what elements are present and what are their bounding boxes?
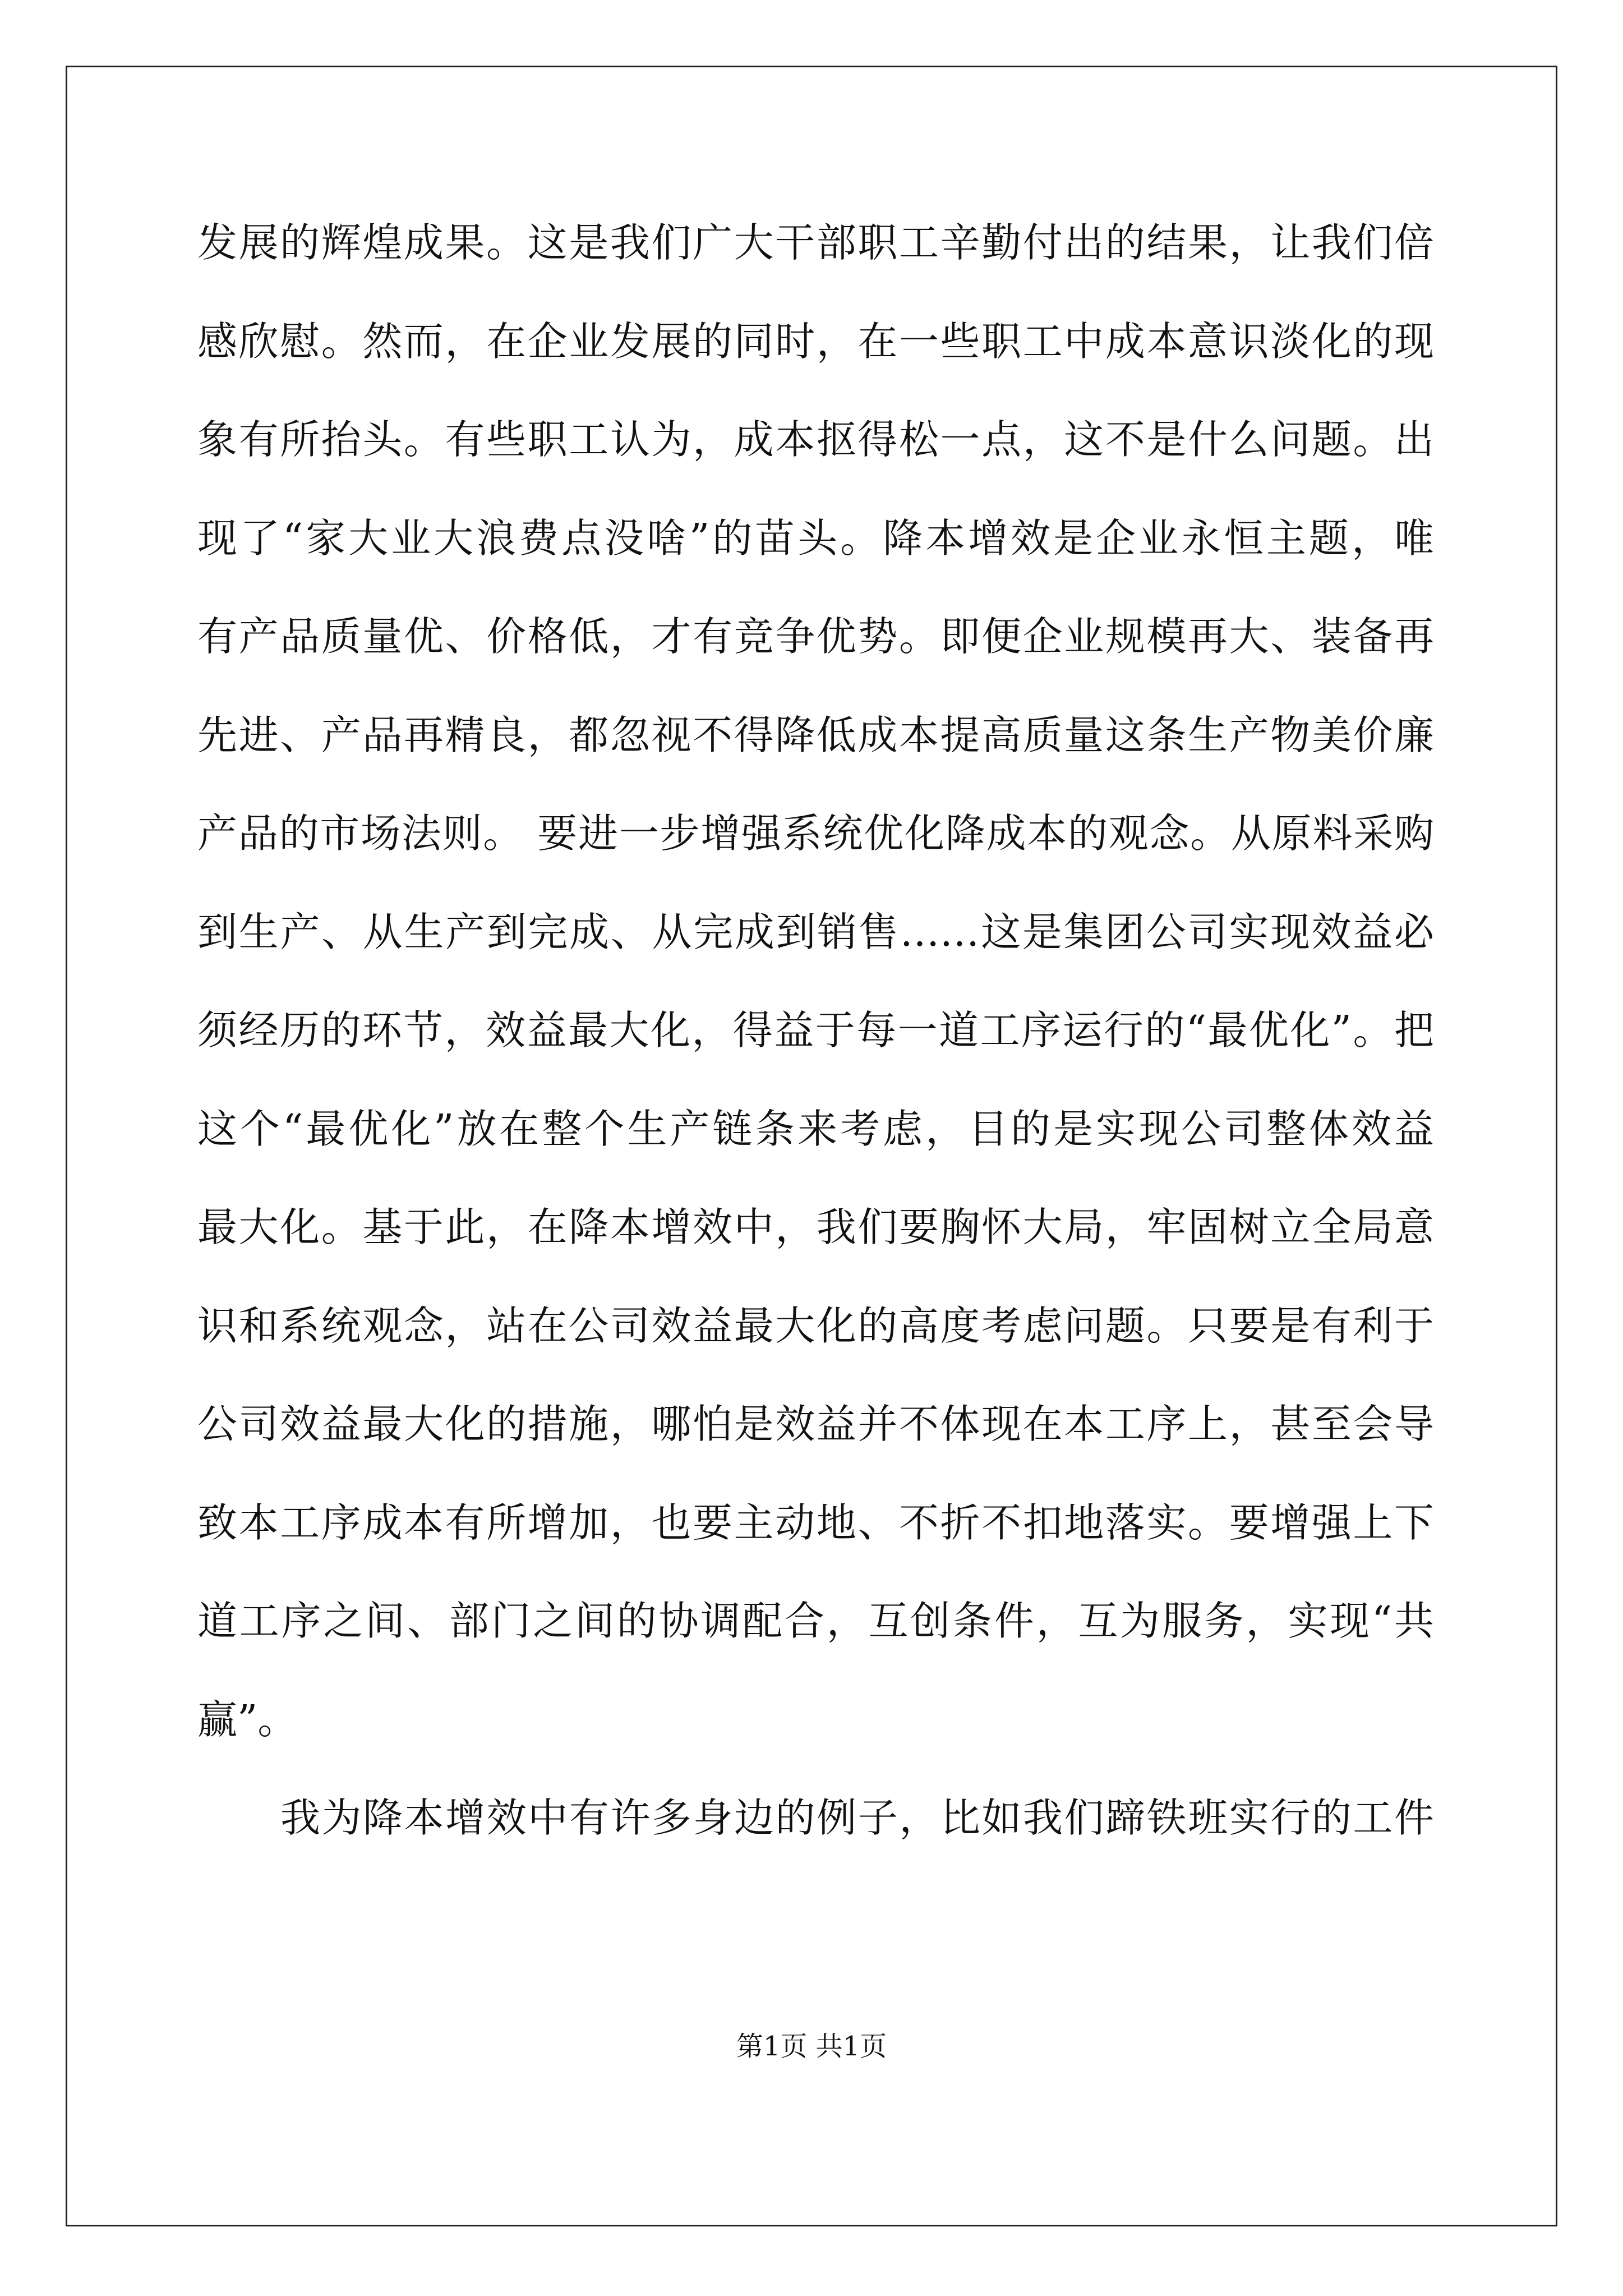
paragraph-line: 先进、产品再精良，都忽视不得降低成本提高质量这条生产物美价廉 bbox=[197, 711, 1434, 758]
page-footer bbox=[0, 2030, 1623, 2063]
body-text bbox=[197, 218, 1434, 1892]
paragraph-line: 识和系统观念，站在公司效益最大化的高度考虑问题。只要是有利于 bbox=[197, 1302, 1434, 1349]
paragraph-line: 感欣慰。然而，在企业发展的同时，在一些职工中成本意识淡化的现 bbox=[197, 318, 1434, 365]
paragraph-line: 发展的辉煌成果。这是我们广大干部职工辛勤付出的结果，让我们倍 bbox=[197, 219, 1434, 266]
paragraph-line: 到生产、从生产到完成、从完成到销售……这是集团公司实现效益必 bbox=[197, 908, 1434, 955]
paragraph-line: 产品的市场法则。 要进一步增强系统优化降成本的观念。从原料采购 bbox=[197, 810, 1434, 857]
paragraph-line: 道工序之间、部门之间的协调配合，互创条件，互为服务，实现“共 bbox=[197, 1598, 1434, 1644]
paragraph-line: 这个“最优化”放在整个生产链条来考虑，目的是实现公司整体效益 bbox=[197, 1105, 1434, 1152]
paragraph-line: 现了“家大业大浪费点没啥”的苗头。降本增效是企业永恒主题，唯 bbox=[197, 514, 1434, 562]
paragraph-line: 须经历的环节，效益最大化，得益于每一道工序运行的“最优化”。把 bbox=[197, 1007, 1434, 1053]
page-number: 第1页 共1页 bbox=[736, 2031, 887, 2062]
paragraph-line: 赢”。 bbox=[197, 1696, 298, 1743]
paragraph-line: 我为降本增效中有许多身边的例子，比如我们蹄铁班实行的工件 bbox=[280, 1795, 1434, 1841]
paragraph-line: 致本工序成本有所增加，也要主动地、不折不扣地落实。要增强上下 bbox=[197, 1499, 1434, 1546]
paragraph-line: 最大化。基于此，在降本增效中，我们要胸怀大局，牢固树立全局意 bbox=[197, 1204, 1434, 1250]
paragraph-line: 有产品质量优、价格低，才有竞争优势。即便企业规模再大、装备再 bbox=[197, 613, 1434, 660]
paragraph-line: 公司效益最大化的措施，哪怕是效益并不体现在本工序上，甚至会导 bbox=[197, 1401, 1434, 1447]
paragraph-line: 象有所抬头。有些职工认为，成本抠得松一点，这不是什么问题。出 bbox=[197, 416, 1434, 463]
